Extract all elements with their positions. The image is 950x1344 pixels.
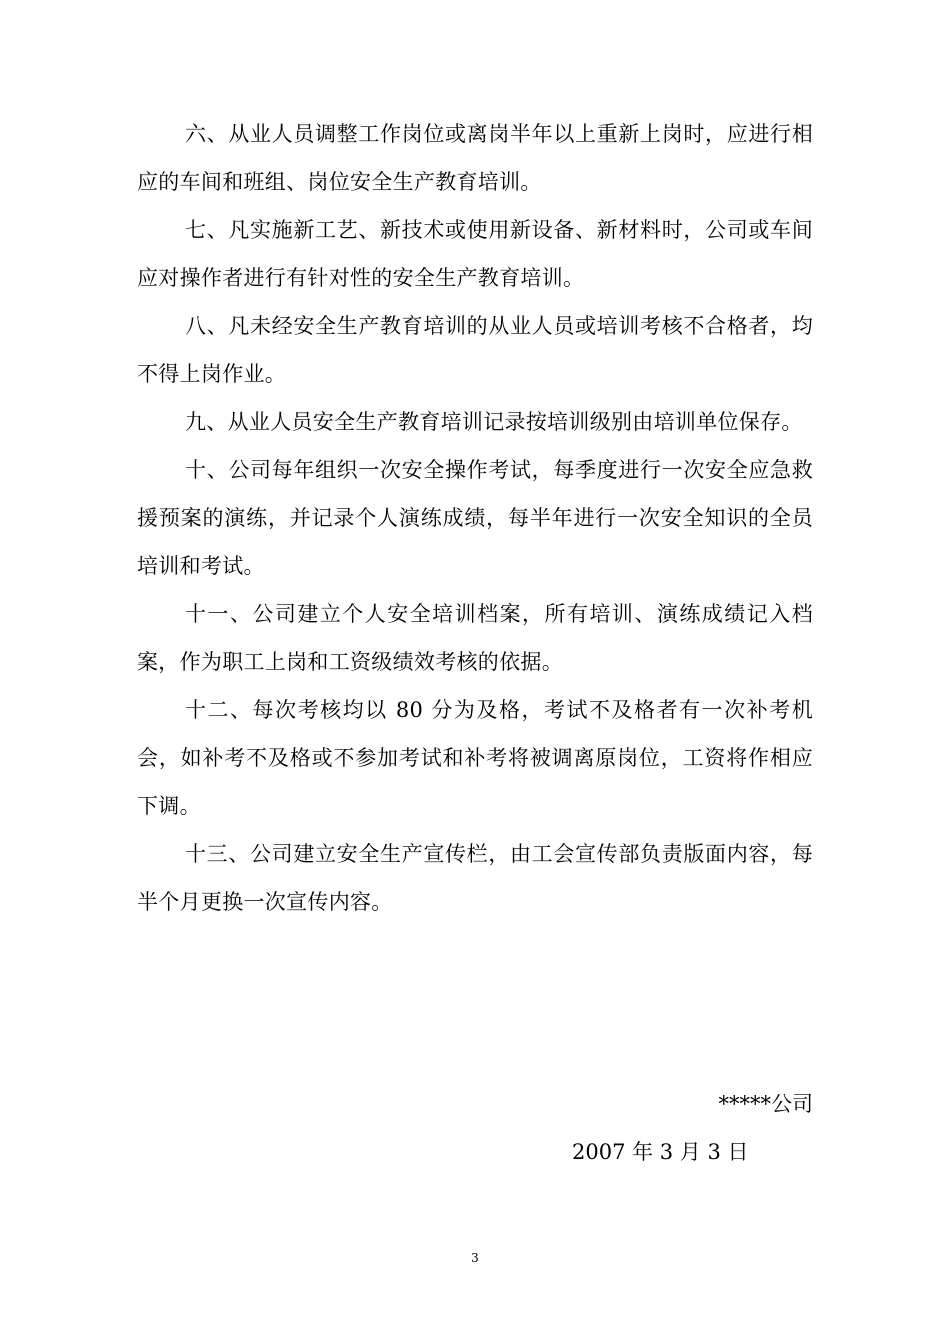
page-number: 3 bbox=[471, 1251, 479, 1265]
paragraph-7: 七、凡实施新工艺、新技术或使用新设备、新材料时，公司或车间应对操作者进行有针对性的安全生产教育培训。 bbox=[137, 218, 813, 290]
signature-date: 2007 年 3 月 3 日 bbox=[572, 1140, 749, 1164]
paragraph-12: 十二、每次考核均以 80 分为及格，考试不及格者有一次补考机会，如补考不及格或不参加考试和补考将被调离原岗位，工资将作相应下调。 bbox=[137, 698, 813, 818]
paragraph-9: 九、从业人员安全生产教育培训记录按培训级别由培训单位保存。 bbox=[185, 410, 803, 434]
paragraph-6: 六、从业人员调整工作岗位或离岗半年以上重新上岗时，应进行相应的车间和班组、岗位安全生产教育培训。 bbox=[137, 122, 813, 194]
paragraph-10: 十、公司每年组织一次安全操作考试，每季度进行一次安全应急救援预案的演练，并记录个人演练成绩，每半年进行一次安全知识的全员培训和考试。 bbox=[137, 458, 813, 578]
signature-company: *****公司 bbox=[718, 1092, 813, 1116]
paragraph-13: 十三、公司建立安全生产宣传栏，由工会宣传部负责版面内容，每半个月更换一次宣传内容。 bbox=[137, 842, 813, 914]
document-body bbox=[137, 110, 813, 926]
paragraph-11: 十一、公司建立个人安全培训档案，所有培训、演练成绩记入档案，作为职工上岗和工资级绩效考核的依据。 bbox=[137, 602, 813, 674]
paragraph-8: 八、凡未经安全生产教育培训的从业人员或培训考核不合格者，均不得上岗作业。 bbox=[137, 314, 813, 386]
